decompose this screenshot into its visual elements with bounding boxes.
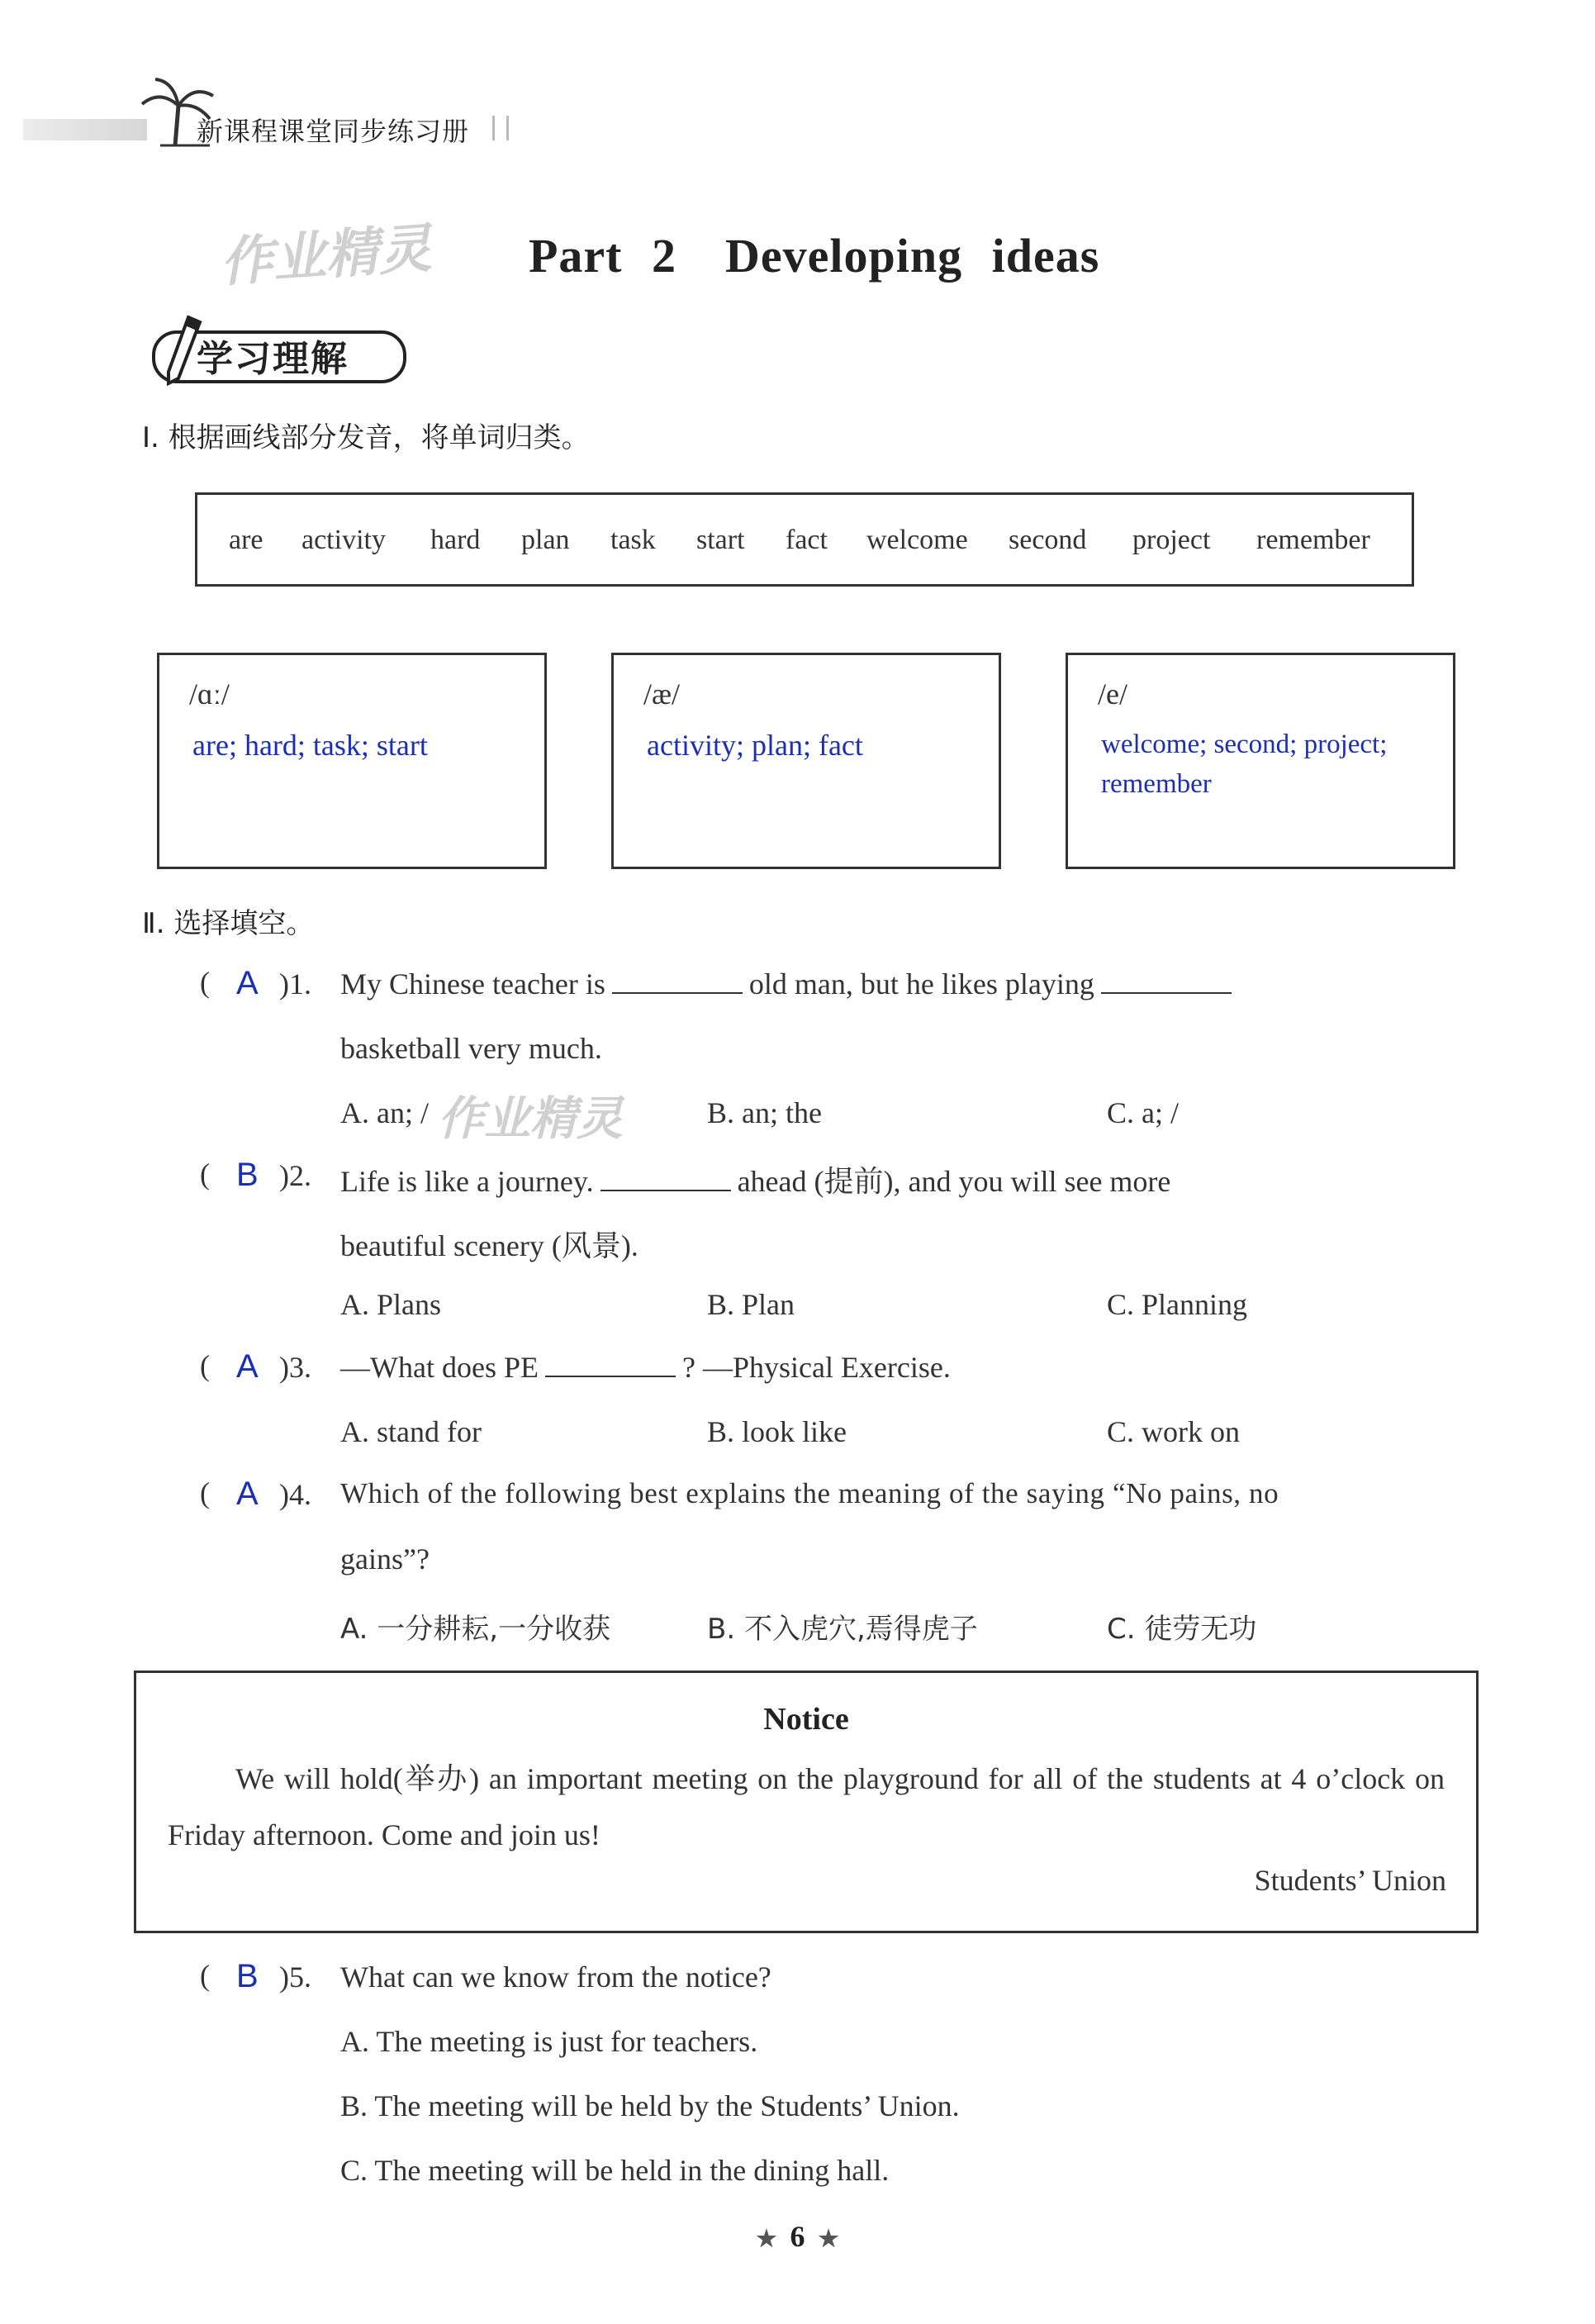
notice-body: We will hold(举办) an important meeting on the playground for all of the students at 4 o’clock on Friday afternoon. Come and join us! [168,1762,1445,1851]
word-item: fact [786,525,828,555]
section2-heading: Ⅱ. 选择填空。 [142,907,315,940]
word-box [195,492,1414,587]
notice-box [134,1671,1479,1933]
notice-signature: Students’ Union [1254,1864,1446,1897]
option-a: A. The meeting is just for teachers. [340,2025,758,2058]
section1-heading: Ⅰ. 根据画线部分发音，将单词归类。 [142,421,590,454]
answer-blank [545,1375,676,1377]
question-text-continued: basketball very much. [340,1032,602,1065]
question-text-continued: beautiful scenery (风景). [340,1229,638,1262]
answer-mark: B [236,1157,259,1193]
book-title: 新课程课堂同步练习册 [197,116,470,147]
option-c: C. a; / [1107,1096,1179,1129]
option-a: A. 一分耕耘,一分收获 [340,1613,611,1646]
answer-paren-open: ( [200,1349,210,1382]
question-text: What can we know from the notice? [340,1960,771,1994]
option-c: C. 徒劳无功 [1107,1613,1257,1646]
option-c: C. work on [1107,1415,1240,1448]
word-item: are [229,525,263,555]
header-tail-decoration [492,116,509,140]
phonetic-box [157,653,547,869]
question-text [340,1158,1170,1200]
word-item: activity [301,525,386,555]
question-text: Which of the following best explains the meaning of the saying “No pains, no [340,1477,1279,1509]
question-text [340,1350,951,1385]
option-c: C. The meeting will be held in the dining hall. [340,2154,890,2187]
phonetic-answer: activity; plan; fact [647,729,863,762]
option-b: B. an; the [707,1096,822,1129]
option-c: C. Planning [1107,1288,1248,1321]
question-text-part: ahead (提前), and you will see more [737,1165,1171,1198]
question-text-continued: gains”? [340,1542,430,1575]
question-text-part: Life is like a journey. [340,1165,594,1198]
part-title: Part 2 Developing ideas [529,229,1100,283]
question-text-part: old man, but he likes playing [748,967,1094,1000]
watermark: 作业精灵 [438,1092,623,1146]
phonetic-answer: welcome; second; project; remember [1101,730,1388,799]
question-number: )4. [279,1478,311,1511]
word-item: project [1132,525,1211,555]
question-text-part: ? —Physical Exercise. [681,1351,951,1384]
option-b: B. The meeting will be held by the Students’ Union. [340,2089,960,2122]
answer-paren-open: ( [200,1959,210,1992]
option-a: A. stand for [340,1415,482,1448]
phonetic-answer: are; hard; task; start [192,729,428,762]
answer-mark: B [236,1958,259,1994]
section-badge-label: 学习理解 [197,338,349,380]
phonetic-symbol: /ɑː/ [189,677,230,711]
star-icon: ★ [756,2227,777,2252]
question-number: )1. [279,967,311,1000]
page-header [23,73,519,147]
question-text [340,967,1238,1001]
answer-blank [612,991,743,994]
answer-paren-open: ( [200,966,210,999]
question-number: )5. [279,1960,311,1994]
answer-paren-open: ( [200,1157,210,1191]
answer-mark: A [236,1476,259,1512]
phonetic-symbol: /e/ [1098,677,1127,711]
word-item: plan [521,525,570,555]
phonetic-box [1066,653,1455,869]
option-a: A. an; / [340,1096,429,1129]
word-item: welcome [866,525,968,555]
option-a: A. Plans [340,1288,442,1321]
answer-blank [1101,991,1232,994]
word-item: remember [1256,525,1370,555]
question-number: )3. [279,1351,311,1384]
answer-blank [600,1189,731,1191]
question-text-part: My Chinese teacher is [340,967,605,1000]
section-badge [132,321,425,387]
option-b: B. 不入虎穴,焉得虎子 [707,1613,978,1646]
star-icon: ★ [818,2227,839,2252]
option-b: B. look like [707,1415,847,1448]
watermark: 作业精灵 [218,218,434,294]
word-item: task [610,525,656,555]
question-number: )2. [279,1159,311,1192]
option-b: B. Plan [707,1288,795,1321]
answer-mark: A [236,1348,259,1385]
answer-mark: A [236,965,259,1001]
answer-paren-open: ( [200,1476,210,1509]
page-number-footer [0,2219,1595,2254]
phonetic-symbol: /æ/ [643,677,681,711]
word-item: second [1009,525,1087,555]
word-item: start [696,525,745,555]
question-text-part: —What does PE [340,1351,539,1384]
notice-title: Notice [763,1702,849,1737]
page-number: 6 [790,2220,805,2253]
word-item: hard [430,525,481,555]
phonetic-box [611,653,1001,869]
